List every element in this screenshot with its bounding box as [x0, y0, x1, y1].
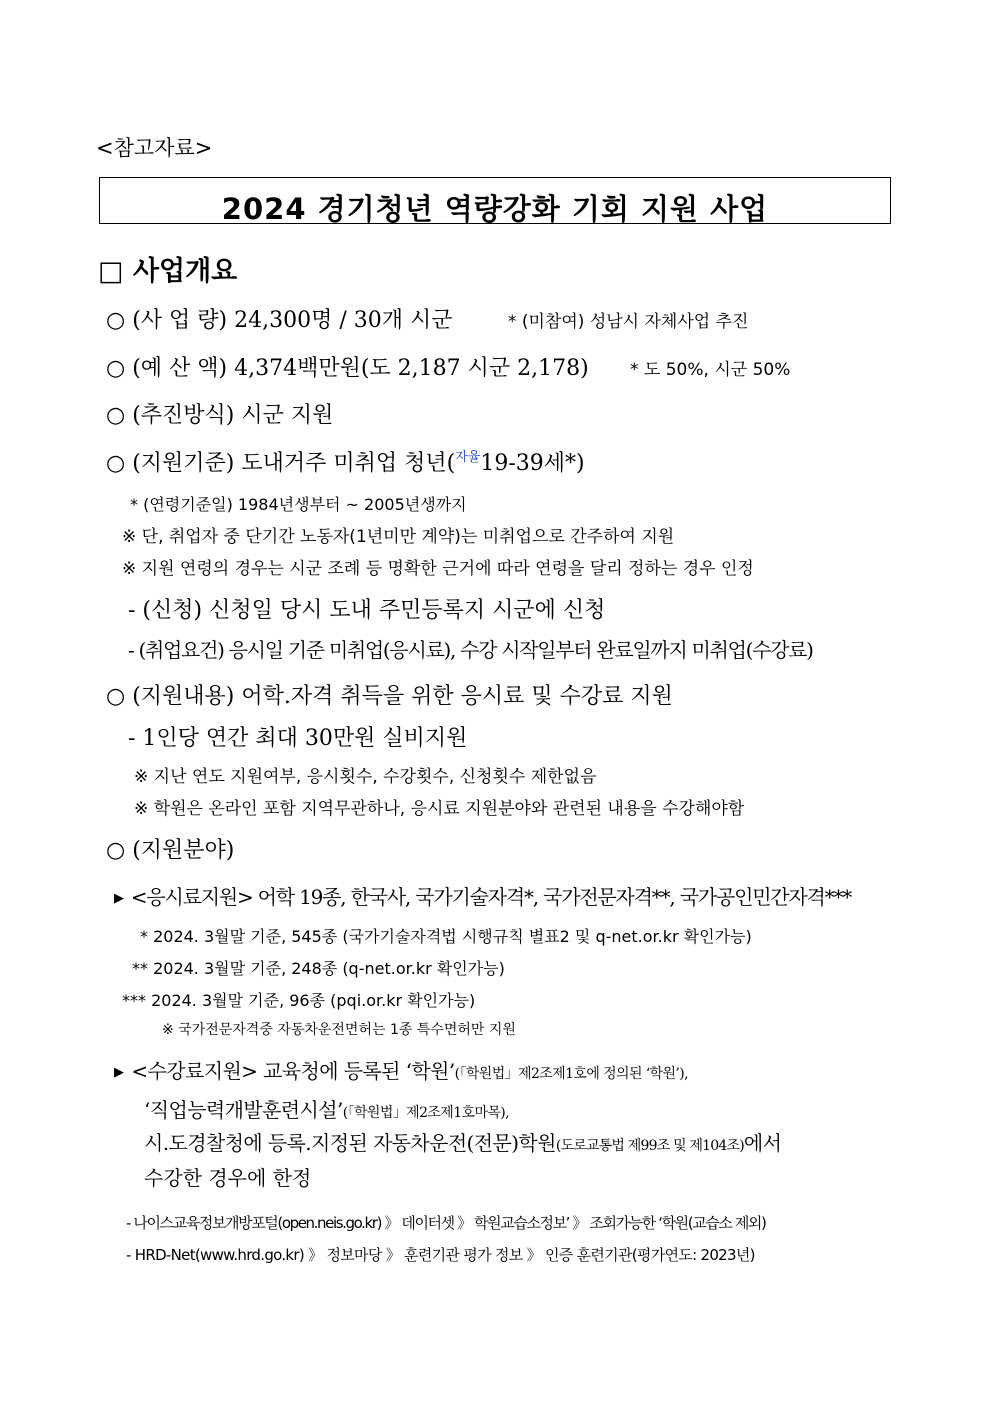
overview-method: ○ (추진방식) 시군 지원 [106, 403, 334, 428]
age-ordinance-note: ※ 지원 연령의 경우는 시군 조례 등 명확한 근거에 따라 연령을 달리 정하는 경우 인정 [122, 559, 754, 579]
overview-scale: ○ (사 업 량) 24,300명 / 30개 시군 [106, 308, 453, 333]
overview-budget: ○ (예 산 액) 4,374백만원(도 2,187 시군 2,178) [106, 356, 589, 381]
academy-note: ※ 학원은 온라인 포함 지역무관하나, 응시료 지원분야와 관련된 내용을 수강해야함 [134, 799, 745, 819]
tuition-support-line-2: ‘직업능력개발훈련시설’(「학원법」제2조제1호마목), [144, 1098, 510, 1122]
exam-fee-note-4: ※ 국가전문자격중 자동차운전면허는 1종 특수면허만 지원 [162, 1022, 516, 1038]
exam-fee-note-2: ** 2024. 3월말 기준, 248종 (q-net.or.kr 확인가능) [132, 959, 505, 978]
overview-scale-note: * (미참여) 성남시 자체사업 추진 [508, 312, 749, 332]
age-basis-note: * (연령기준일) 1984년생부터 ~ 2005년생까지 [130, 495, 467, 514]
reference-label: <참고자료> [96, 136, 213, 160]
tuition-support-line-4: 수강한 경우에 한정 [144, 1166, 312, 1190]
support-field-heading: ○ (지원분야) [106, 838, 235, 863]
overview-budget-note: * 도 50%, 시군 50% [630, 360, 791, 380]
no-limit-note: ※ 지난 연도 지원여부, 응시횟수, 수강횟수, 신청횟수 제한없음 [134, 767, 597, 787]
autonomy-superscript: 자율 [455, 450, 481, 465]
triangle-bullet-icon: ▶ [114, 891, 123, 906]
overview-criteria: ○ (지원기준) 도내거주 미취업 청년($^{자율}$19-39세*) [106, 450, 585, 476]
exam-fee-note-1: * 2024. 3월말 기준, 545종 (국가기술자격법 시행규칙 별표2 및 q-net.or.kr 확인가능) [140, 927, 752, 946]
support-amount: - 1인당 연간 최대 30만원 실비지원 [128, 726, 468, 751]
exam-fee-support: ▶ <응시료지원> 어학 19종, 한국사, 국가기술자격*, 국가전문자격**, 국가공인민간자격*** [114, 885, 852, 909]
document-title: 2024 경기청년 역량강화 기회 지원 사업 [221, 192, 769, 226]
employment-requirement: - (취업요건) 응시일 기준 미취업(응시료), 수강 시작일부터 완료일까지 미취업(수강료) [128, 638, 813, 662]
neis-link-note: - 나이스교육정보개방포털(open.neis.go.kr) 》 데이터셋 》 학원교습소정보’ 》 조회가능한 ‘학원(교습소 제외) [126, 1214, 766, 1232]
exam-fee-note-3: *** 2024. 3월말 기준, 96종 (pqi.or.kr 확인가능) [122, 991, 476, 1010]
tuition-support-line-1: ▶ <수강료지원> 교육청에 등록된 ‘학원’(「학원법」제2조제1호에 정의된 ‘학원’), [114, 1059, 688, 1083]
hrd-link-note: - HRD-Net(www.hrd.go.kr) 》 정보마당 》 훈련기관 평가 정보 》 인증 훈련기관(평가연도: 2023년) [126, 1246, 755, 1264]
tuition-support-line-3: 시.도경찰청에 등록.지정된 자동차운전(전문)학원(도로교통법 제99조 및 제104조)에서 [144, 1131, 782, 1155]
section-heading: □ 사업개요 [98, 256, 238, 287]
apply-rule: - (신청) 신청일 당시 도내 주민등록지 시군에 신청 [128, 598, 606, 623]
title-box [99, 177, 891, 224]
short-term-worker-note: ※ 단, 취업자 중 단기간 노동자(1년미만 계약)는 미취업으로 간주하여 지원 [122, 527, 675, 547]
triangle-bullet-icon: ▶ [114, 1065, 124, 1080]
support-content: ○ (지원내용) 어학.자격 취득을 위한 응시료 및 수강료 지원 [106, 684, 673, 709]
